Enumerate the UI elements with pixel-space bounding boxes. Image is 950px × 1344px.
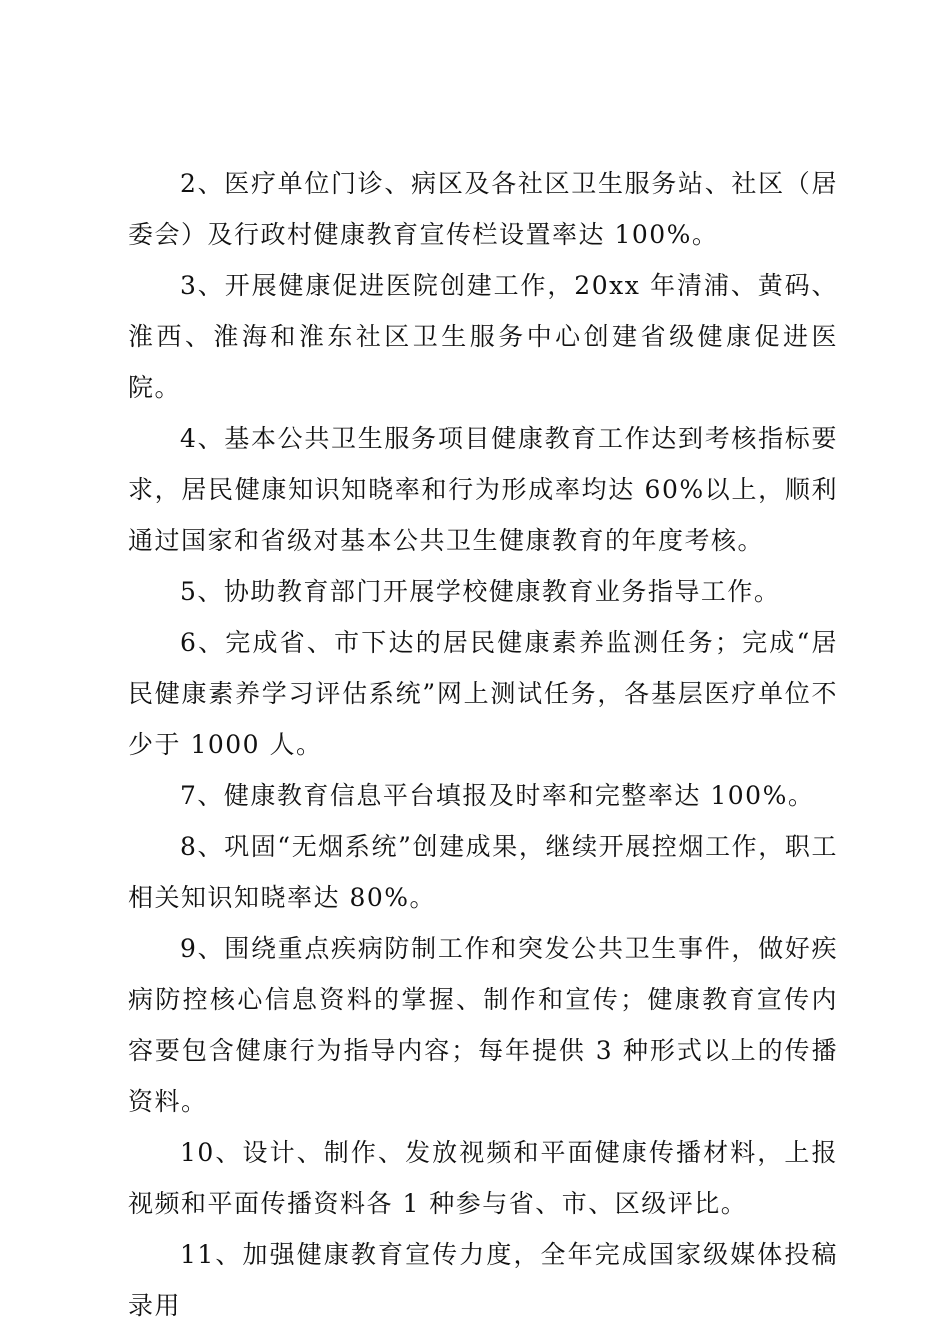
paragraph-item-10: 10、设计、制作、发放视频和平面健康传播材料，上报视频和平面传播资料各 1 种参与省、市、区级评比。 <box>128 1138 838 1218</box>
paragraph-item-7: 7、健康教育信息平台填报及时率和完整率达 100%。 <box>180 781 815 810</box>
paragraph-item-6: 6、完成省、市下达的居民健康素养监测任务；完成“居民健康素养学习评估系统”网上测试任务，各基层医疗单位不少于 1000 人。 <box>128 628 838 759</box>
paragraph-item-5: 5、协助教育部门开展学校健康教育业务指导工作。 <box>180 577 781 606</box>
paragraph-item-11: 11、加强健康教育宣传力度，全年完成国家级媒体投稿录用 <box>128 1240 838 1320</box>
paragraph-item-3: 3、开展健康促进医院创建工作，20xx 年清浦、黄码、淮西、淮海和淮东社区卫生服务中心创建省级健康促进医院。 <box>128 271 838 402</box>
paragraph-item-4: 4、基本公共卫生服务项目健康教育工作达到考核指标要求，居民健康知识知晓率和行为形成率均达 60%以上，顺利通过国家和省级对基本公共卫生健康教育的年度考核。 <box>128 424 838 555</box>
paragraph-item-2: 2、医疗单位门诊、病区及各社区卫生服务站、社区（居委会）及行政村健康教育宣传栏设置率达 100%。 <box>128 169 838 249</box>
paragraph-item-9: 9、围绕重点疾病防制工作和突发公共卫生事件，做好疾病防控核心信息资料的掌握、制作和宣传；健康教育宣传内容要包含健康行为指导内容；每年提供 3 种形式以上的传播资料。 <box>128 934 838 1116</box>
document-page <box>128 158 838 1331</box>
paragraph-item-8: 8、巩固“无烟系统”创建成果，继续开展控烟工作，职工相关知识知晓率达 80%。 <box>128 832 838 912</box>
